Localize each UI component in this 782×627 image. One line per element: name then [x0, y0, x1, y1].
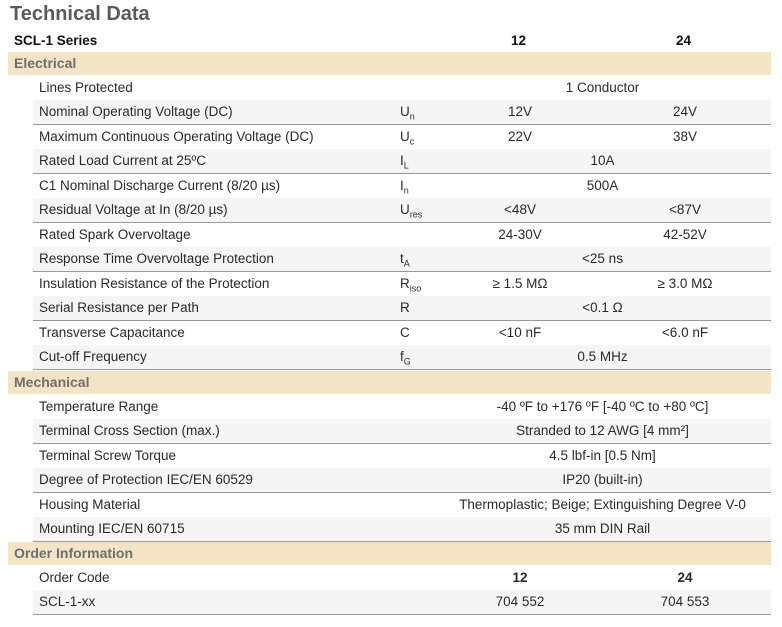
row-label: Nominal Operating Voltage (DC) [39, 104, 233, 119]
row-label: Terminal Cross Section (max.) [39, 423, 220, 438]
table-row [33, 76, 771, 101]
table-row [33, 566, 771, 591]
table-row [33, 125, 771, 150]
row-value-12: 22V [507, 128, 533, 144]
row-symbol [400, 202, 422, 220]
row-value-shared: 1 Conductor [565, 79, 640, 95]
section-order [8, 542, 771, 565]
row-value-12: 12 [512, 569, 528, 585]
table-row [33, 296, 771, 321]
section-title: Electrical [14, 55, 77, 71]
row-symbol [400, 276, 421, 294]
row-value-12: 12V [507, 104, 533, 119]
table-row [33, 345, 771, 370]
row-value-24: 42-52V [663, 226, 707, 242]
symbol-subscript: G [403, 356, 411, 367]
row-label: Terminal Screw Torque [39, 447, 177, 463]
symbol-letter: t [400, 251, 404, 266]
symbol-subscript: A [403, 258, 410, 269]
symbol-letter: R [400, 275, 410, 291]
row-value-12: <48V [504, 202, 536, 217]
row-value-12: <10 nF [498, 324, 542, 340]
row-symbol [400, 349, 411, 367]
page-title: Technical Data [10, 3, 150, 25]
row-value-shared: 35 mm DIN Rail [554, 521, 651, 536]
symbol-letter: I [400, 153, 404, 168]
row-value-24: <87V [669, 202, 701, 217]
table-row [33, 174, 771, 199]
table-row [33, 517, 771, 542]
table-row [33, 590, 771, 615]
row-value-24: 38V [672, 128, 698, 144]
row-label: Temperature Range [39, 398, 159, 414]
section-mechanical [8, 371, 771, 394]
symbol-letter: C [400, 324, 410, 340]
symbol-letter: U [400, 128, 410, 144]
row-value-shared: 0.5 MHz [577, 349, 628, 364]
row-symbol [400, 129, 414, 147]
section-title: Mechanical [14, 374, 90, 390]
table-row [33, 198, 771, 223]
row-label: SCL-1-xx [39, 594, 96, 609]
row-symbol [400, 251, 410, 269]
row-value-shared: -40 ºF to +176 ºF [-40 ºC to +80 ºC] [496, 398, 709, 414]
row-label: Response Time Overvoltage Protection [39, 251, 274, 266]
row-label: Degree of Protection IEC/EN 60529 [39, 472, 253, 487]
symbol-letter: I [400, 177, 404, 193]
row-value-shared: <25 ns [582, 251, 623, 266]
symbol-subscript: n [403, 185, 409, 196]
table-row [33, 100, 771, 125]
symbol-subscript: L [403, 160, 409, 171]
symbol-letter: U [400, 104, 410, 119]
row-symbol [400, 153, 409, 171]
row-label: Order Code [39, 569, 110, 585]
row-label: Serial Resistance per Path [39, 300, 199, 315]
row-value-shared: <0.1 Ω [582, 300, 623, 315]
table-row [33, 149, 771, 174]
row-value-12: ≥ 1.5 MΩ [492, 275, 548, 291]
row-value-24: 24V [672, 104, 698, 119]
table-row [33, 493, 771, 518]
series-label: SCL-1 Series [14, 33, 98, 48]
row-label: Lines Protected [39, 79, 133, 95]
row-label: Maximum Continuous Operating Voltage (DC) [39, 128, 314, 144]
table-row [33, 419, 771, 444]
row-value-24: 704 553 [660, 594, 710, 609]
row-value-12: 24-30V [498, 226, 542, 242]
row-value-12: 704 552 [495, 594, 545, 609]
col-24-header: 24 [676, 33, 692, 48]
symbol-letter: U [400, 202, 410, 217]
row-label: C1 Nominal Discharge Current (8/20 µs) [39, 177, 281, 193]
row-symbol [400, 300, 410, 315]
row-label: Insulation Resistance of the Protection [39, 275, 270, 291]
table-row [33, 468, 771, 493]
row-value-24: <6.0 nF [661, 324, 709, 340]
symbol-letter: f [400, 349, 404, 364]
section-title: Order Information [14, 545, 134, 561]
symbol-subscript: iso [409, 283, 422, 294]
col-12-header: 12 [511, 33, 527, 48]
row-value-shared: Stranded to 12 AWG [4 mm²] [516, 423, 689, 438]
row-label: Mounting IEC/EN 60715 [39, 521, 185, 536]
symbol-letter: R [400, 300, 410, 315]
row-label: Rated Spark Overvoltage [39, 226, 191, 242]
row-value-24: ≥ 3.0 MΩ [657, 275, 713, 291]
row-value-shared: 500A [586, 177, 619, 193]
row-label: Cut-off Frequency [39, 349, 147, 364]
symbol-subscript: n [409, 111, 415, 122]
row-value-shared: Thermoplastic; Beige; Extinguishing Degree V-0 [459, 496, 746, 512]
row-value-24: 24 [677, 569, 693, 585]
table-row [33, 247, 771, 272]
section-electrical [8, 52, 771, 75]
table-row [33, 272, 771, 297]
table-row [33, 321, 771, 346]
row-label: Residual Voltage at In (8/20 µs) [39, 202, 228, 217]
row-value-shared: IP20 (built-in) [562, 472, 643, 487]
row-label: Transverse Capacitance [39, 324, 185, 340]
table-row [33, 395, 771, 420]
row-symbol [400, 104, 415, 122]
row-value-shared: 4.5 lbf-in [0.5 Nm] [549, 447, 656, 463]
table-row [33, 223, 771, 248]
row-label: Housing Material [39, 496, 141, 512]
row-symbol [400, 325, 410, 340]
row-value-shared: 10A [590, 153, 615, 168]
row-symbol [400, 178, 409, 196]
symbol-subscript: res [409, 209, 423, 220]
row-label: Rated Load Current at 25ºC [39, 153, 207, 168]
table-row [33, 444, 771, 469]
symbol-subscript: c [409, 136, 415, 147]
table-header [0, 29, 782, 53]
